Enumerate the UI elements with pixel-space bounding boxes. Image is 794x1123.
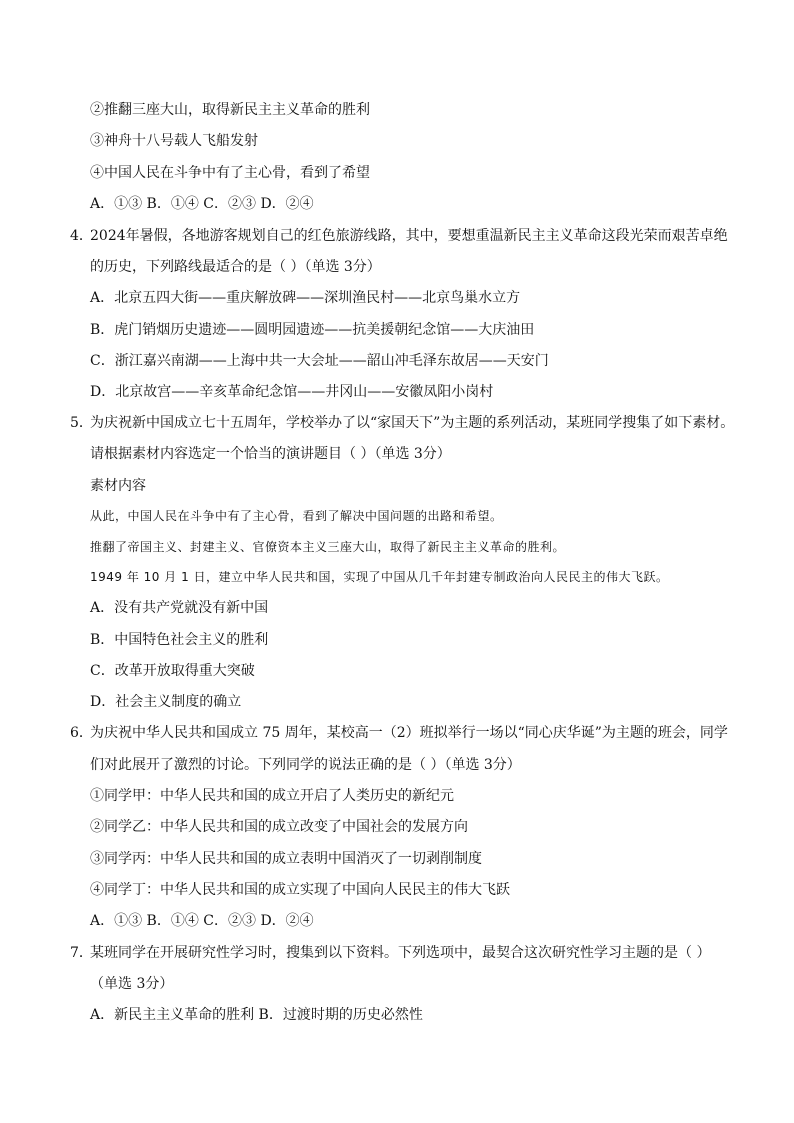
q6-item-1: ①同学甲：中华人民共和国的成立开启了人类历史的新纪元 <box>90 788 454 804</box>
q7-number: 7． <box>70 945 93 961</box>
q3-item-3: ③神舟十八号载人飞船发射 <box>90 133 258 149</box>
q5-option-c: C．改革开放取得重大突破 <box>90 663 255 679</box>
q4-option-a: A．北京五四大街——重庆解放碑——深圳渔民村——北京鸟巢水立方 <box>90 290 521 306</box>
q5-stem-line2: 请根据素材内容选定一个恰当的演讲题目（ ）（单选 3分） <box>90 446 451 462</box>
q5-material-label: 素材内容 <box>90 478 146 494</box>
q4-stem-line1 <box>70 226 728 246</box>
q5-number: 5． <box>70 415 93 431</box>
q4-number: 4． <box>70 228 93 244</box>
q6-item-4: ④同学丁：中华人民共和国的成立实现了中国向人民民主的伟大飞跃 <box>90 882 510 898</box>
q4-stem-text: 2024年暑假，各地游客规划自己的红色旅游线路，其中，要想重温新民主主义革命这段光荣而艰苦卓绝 <box>90 228 728 244</box>
q5-stem-text: 为庆祝新中国成立七十五周年，学校举办了以“家国天下”为主题的系列活动，某班同学搜集了如下素材。 <box>90 415 735 431</box>
q6-stem-text: 为庆祝中华人民共和国成立 75 周年，某校高一（2）班拟举行一场以“同心庆华诞”为主题的班会，同学 <box>90 725 728 741</box>
q5-stem-line1 <box>70 413 734 433</box>
q7-options-ab: A．新民主主义革命的胜利 B．过渡时期的历史必然性 <box>90 1007 423 1023</box>
q5-option-a: A．没有共产党就没有新中国 <box>90 600 269 616</box>
q5-material-1: 从此，中国人民在斗争中有了主心骨，看到了解决中国问题的出路和希望。 <box>90 509 503 523</box>
q4-option-b: B．虎门销烟历史遗迹——圆明园遗迹——抗美援朝纪念馆——大庆油田 <box>90 322 535 338</box>
q6-number: 6． <box>70 725 93 741</box>
q7-stem-line2: （单选 3分） <box>90 976 174 992</box>
q7-stem-line1 <box>70 943 710 963</box>
q4-stem-line2: 的历史，下列路线最适合的是（ ）（单选 3分） <box>90 259 381 275</box>
q6-stem-line1 <box>70 723 728 743</box>
q5-option-b: B．中国特色社会主义的胜利 <box>90 632 269 648</box>
q6-options: A．①③ B．①④ C．②③ D．②④ <box>90 913 314 929</box>
q5-material-3: 1949 年 10 月 1 日，建立中华人民共和国，实现了中国从几千年封建专制政治向人民民主的伟大飞跃。 <box>90 570 669 584</box>
q6-item-2: ②同学乙：中华人民共和国的成立改变了中国社会的发展方向 <box>90 819 468 835</box>
q3-item-4: ④中国人民在斗争中有了主心骨，看到了希望 <box>90 165 370 181</box>
q6-item-3: ③同学丙：中华人民共和国的成立表明中国消灭了一切剥削制度 <box>90 851 482 867</box>
q5-material-2: 推翻了帝国主义、封建主义、官僚资本主义三座大山，取得了新民主主义革命的胜利。 <box>90 540 566 554</box>
q3-item-2: ②推翻三座大山，取得新民主主义革命的胜利 <box>90 102 370 118</box>
q3-options: A．①③ B．①④ C．②③ D．②④ <box>90 196 314 212</box>
q6-stem-line2: 们对此展开了激烈的讨论。下列同学的说法正确的是（ ）（单选 3分） <box>90 757 521 773</box>
q4-option-c: C．浙江嘉兴南湖——上海中共一大会址——韶山冲毛泽东故居——天安门 <box>90 353 549 369</box>
q5-option-d: D．社会主义制度的确立 <box>90 694 242 710</box>
q4-option-d: D．北京故宫——辛亥革命纪念馆——井冈山——安徽凤阳小岗村 <box>90 384 494 400</box>
q7-stem-text: 某班同学在开展研究性学习时，搜集到以下资料。下列选项中，最契合这次研究性学习主题的是（ ） <box>90 945 711 961</box>
